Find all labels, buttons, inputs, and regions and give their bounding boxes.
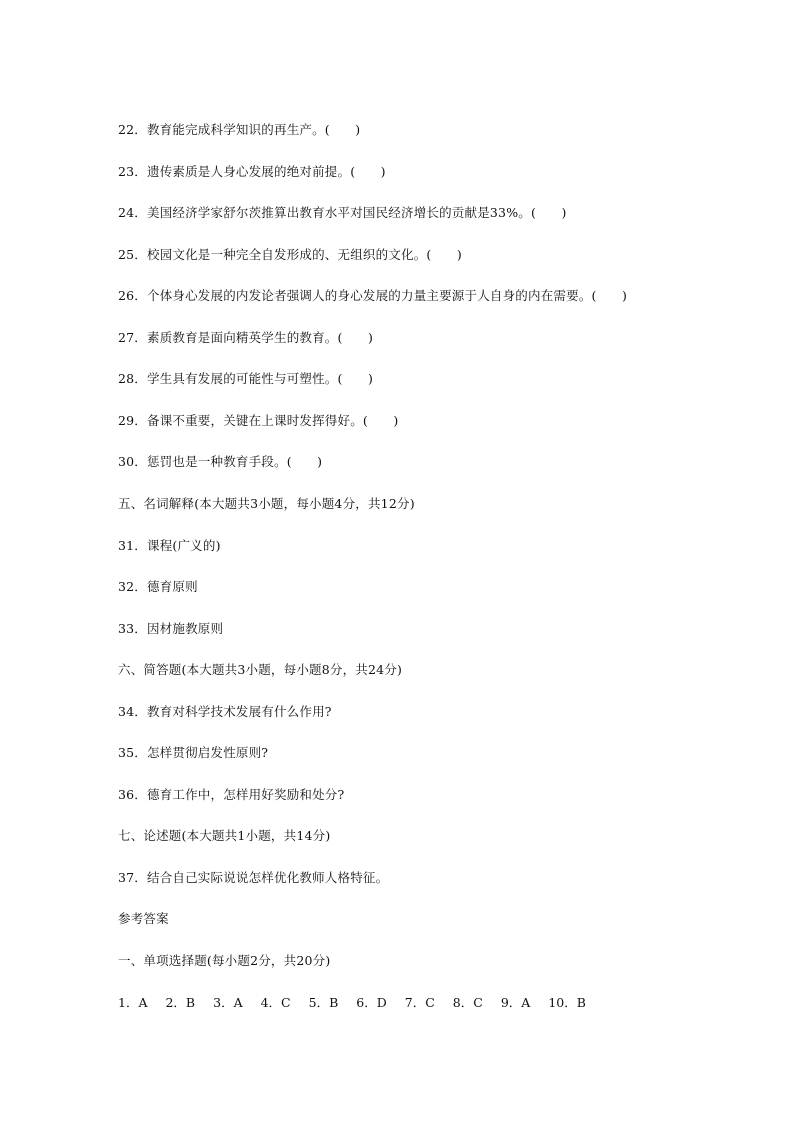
answer-8: 8．C — [452, 995, 483, 1010]
question-22: 22．教育能完成科学知识的再生产。( ) — [118, 122, 361, 137]
question-33: 33．因材施教原则 — [118, 621, 224, 636]
section-6-heading: 六、简答题(本大题共3小题，每小题8分，共24分) — [118, 662, 403, 677]
answer-1: 1．A — [118, 995, 148, 1010]
question-35: 35．怎样贯彻启发性原则? — [118, 745, 269, 760]
answer-6: 6．D — [356, 995, 387, 1010]
question-32: 32．德育原则 — [118, 579, 198, 594]
answer-7: 7．C — [404, 995, 435, 1010]
question-30: 30．惩罚也是一种教育手段。( ) — [118, 454, 323, 469]
question-34: 34．教育对科学技术发展有什么作用? — [118, 704, 332, 719]
answer-2: 2．B — [165, 995, 196, 1010]
reference-answers-heading: 参考答案 — [118, 911, 169, 926]
question-26: 26．个体身心发展的内发论者强调人的身心发展的力量主要源于人自身的内在需要。( ) — [118, 288, 628, 303]
answer-3: 3．A — [213, 995, 243, 1010]
answer-5: 5．B — [308, 995, 339, 1010]
question-31: 31．课程(广义的) — [118, 538, 221, 553]
section-5-heading: 五、名词解释(本大题共3小题，每小题4分，共12分) — [118, 496, 415, 511]
section-7-heading: 七、论述题(本大题共1小题，共14分) — [118, 828, 331, 843]
answer-section-1-heading: 一、单项选择题(每小题2分，共20分) — [118, 953, 331, 968]
answer-10: 10．B — [548, 995, 586, 1010]
answer-4: 4．C — [260, 995, 291, 1010]
question-23: 23．遗传素质是人身心发展的绝对前提。( ) — [118, 164, 386, 179]
question-28: 28．学生具有发展的可能性与可塑性。( ) — [118, 371, 374, 386]
question-27: 27．素质教育是面向精英学生的教育。( ) — [118, 330, 374, 345]
question-25: 25．校园文化是一种完全自发形成的、无组织的文化。( ) — [118, 247, 462, 262]
answer-9: 9．A — [500, 995, 531, 1010]
question-24: 24．美国经济学家舒尔茨推算出教育水平对国民经济增长的贡献是33%。( ) — [118, 205, 567, 220]
question-37: 37．结合自己实际说说怎样优化教师人格特征。 — [118, 870, 389, 885]
question-29: 29．备课不重要，关键在上课时发挥得好。( ) — [118, 413, 399, 428]
answer-key-row — [118, 993, 604, 1011]
question-36: 36．德育工作中，怎样用好奖励和处分? — [118, 787, 345, 802]
